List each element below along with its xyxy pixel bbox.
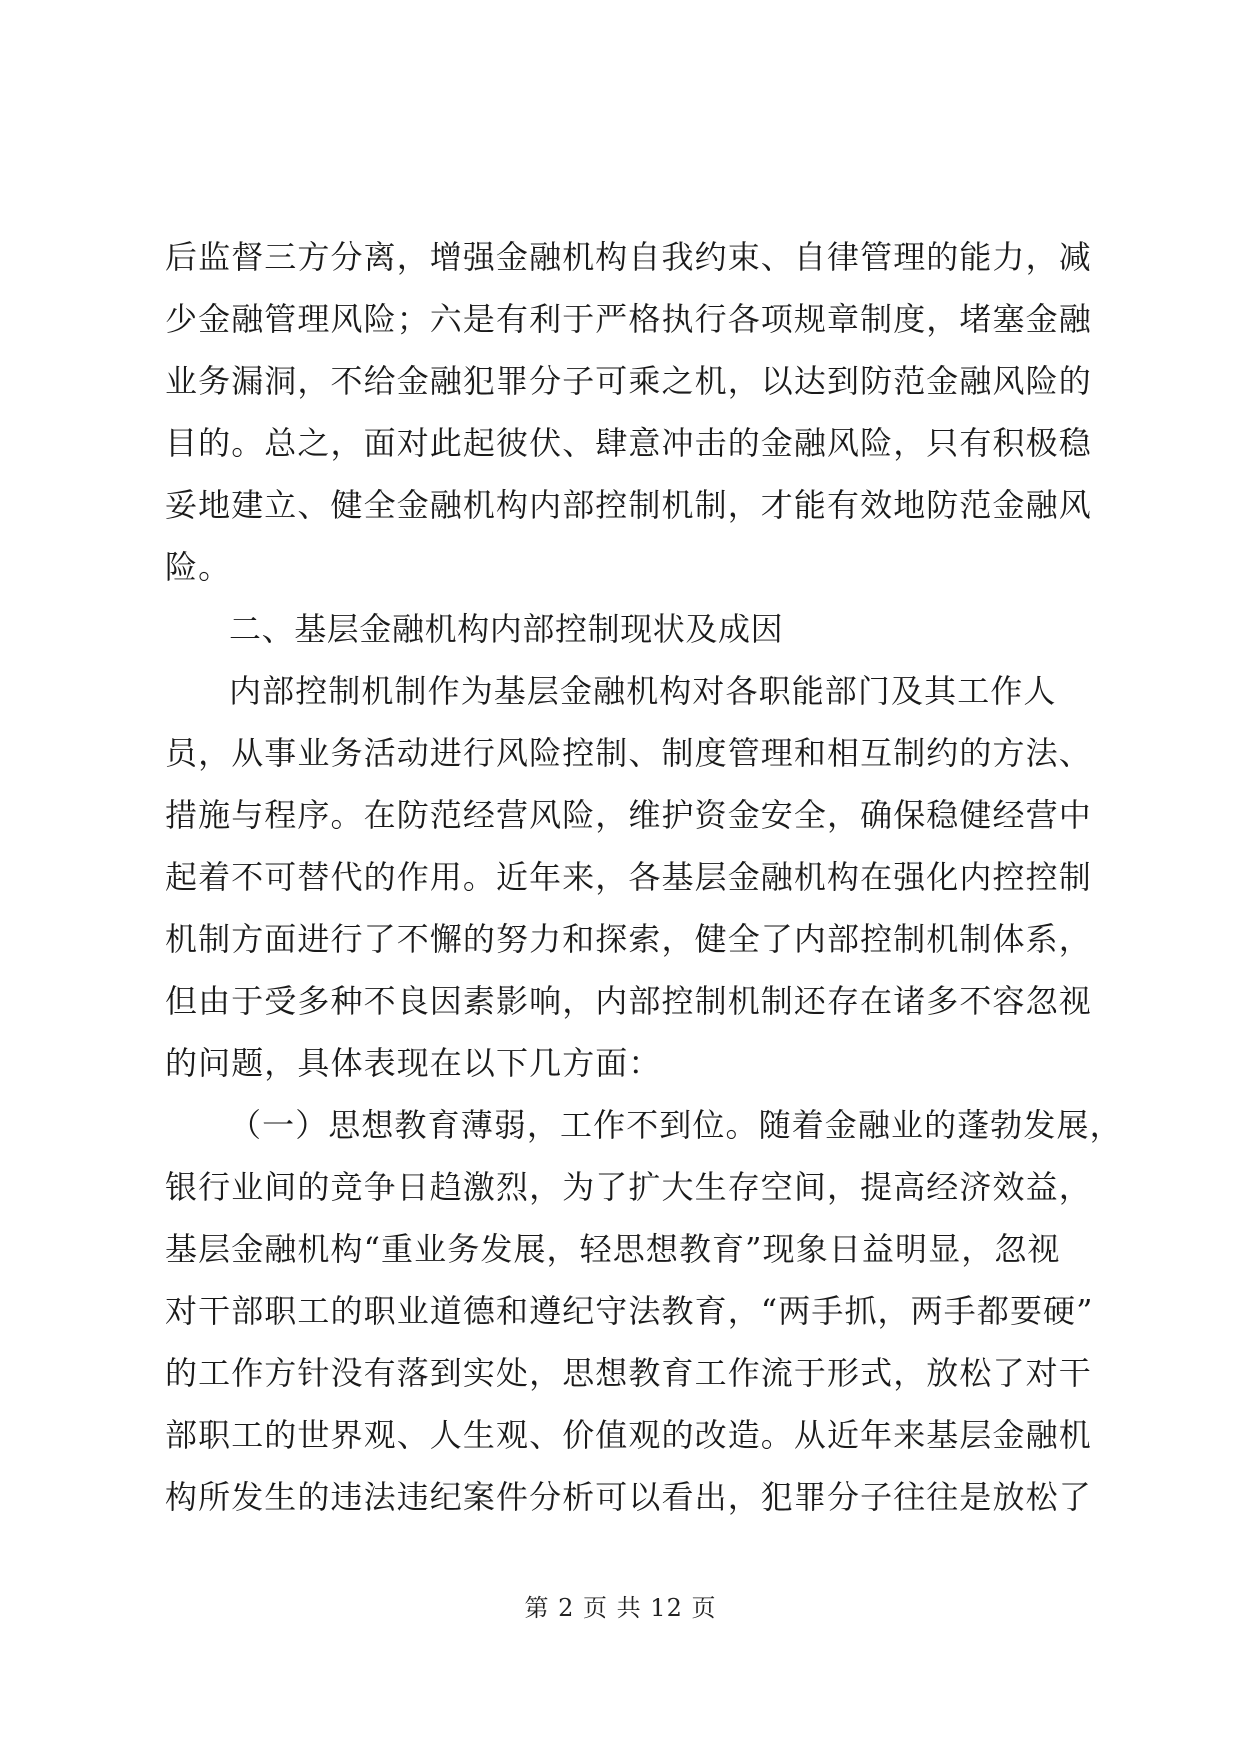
text-line: 员，从事业务活动进行风险控制、制度管理和相互制约的方法、 (165, 734, 1092, 772)
text-line: 妥地建立、健全金融机构内部控制机制，才能有效地防范金融风 (165, 486, 1092, 524)
text-line: 业务漏洞，不给金融犯罪分子可乘之机，以达到防范金融风险的 (165, 362, 1092, 400)
text-line: 措施与程序。在防范经营风险，维护资金安全，确保稳健经营中 (165, 796, 1092, 834)
body-text (165, 226, 1123, 1528)
text-line: 内部控制机制作为基层金融机构对各职能部门及其工作人 (229, 672, 1057, 710)
text-line: 对干部职工的职业道德和遵纪守法教育，“两手抓，两手都要硬” (165, 1292, 1094, 1330)
text-line: 的工作方针没有落到实处，思想教育工作流于形式，放松了对干 (165, 1354, 1092, 1392)
subsection-line: （一）思想教育薄弱，工作不到位。随着金融业的蓬勃发展， (229, 1106, 1123, 1144)
text-line: 机制方面进行了不懈的努力和探索，健全了内部控制机制体系， (165, 920, 1092, 958)
text-line: 险。 (165, 548, 232, 586)
text-line: 构所发生的违法违纪案件分析可以看出，犯罪分子往往是放松了 (165, 1478, 1092, 1516)
text-line: 少金融管理风险；六是有利于严格执行各项规章制度，堵塞金融 (165, 300, 1092, 338)
page-footer: 第 2 页 共 12 页 (524, 1594, 717, 1622)
text-line: 的问题，具体表现在以下几方面： (165, 1044, 662, 1082)
text-line: 但由于受多种不良因素影响，内部控制机制还存在诸多不容忽视 (165, 982, 1092, 1020)
section-heading: 二、基层金融机构内部控制现状及成因 (229, 610, 784, 648)
text-line: 银行业间的竞争日趋激烈，为了扩大生存空间，提高经济效益， (165, 1168, 1092, 1206)
text-line: 部职工的世界观、人生观、价值观的改造。从近年来基层金融机 (165, 1416, 1092, 1454)
text-line: 后监督三方分离，增强金融机构自我约束、自律管理的能力，减 (165, 238, 1092, 276)
text-line: 起着不可替代的作用。近年来，各基层金融机构在强化内控控制 (165, 858, 1092, 896)
text-line: 基层金融机构“重业务发展，轻思想教育”现象日益明显，忽视 (165, 1230, 1061, 1268)
text-line: 目的。总之，面对此起彼伏、肆意冲击的金融风险，只有积极稳 (165, 424, 1092, 462)
